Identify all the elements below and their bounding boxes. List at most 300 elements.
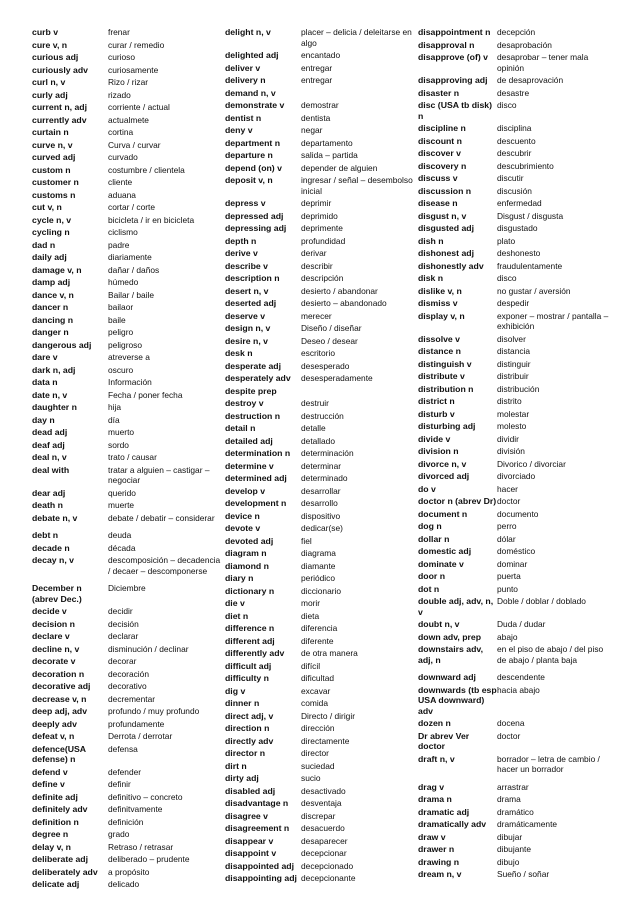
- entry-translation: directamente: [301, 735, 350, 746]
- entry-translation: decorar: [108, 656, 137, 666]
- glossary-entry: [418, 832, 612, 843]
- entry-translation: plato: [497, 235, 516, 246]
- glossary-entry: [32, 656, 222, 667]
- entry-word: dot n: [418, 583, 440, 594]
- glossary-entry: [418, 496, 612, 507]
- column-2: [225, 27, 418, 886]
- entry-word: deliver v: [225, 62, 261, 73]
- entry-word: disaster n: [418, 87, 460, 98]
- glossary-entry: [32, 854, 222, 865]
- entry-word: destroy v: [225, 398, 264, 408]
- glossary-entry: [225, 661, 418, 672]
- entry-translation: diferente: [301, 635, 334, 646]
- entry-word: dentist n: [225, 112, 262, 123]
- entry-translation: comida: [301, 698, 328, 708]
- entry-word: dictionary n: [225, 585, 275, 596]
- entry-word: drawer n: [418, 844, 455, 854]
- entry-word: determination n: [225, 448, 291, 458]
- entry-translation: muerto: [108, 427, 135, 437]
- entry-translation: desacuerdo: [301, 823, 345, 833]
- entry-translation: deprimido: [301, 210, 338, 221]
- glossary-entry: [418, 421, 612, 432]
- glossary-entry: [418, 672, 612, 683]
- entry-translation: periódico: [301, 573, 335, 583]
- entry-word: dream n, v: [418, 869, 462, 879]
- glossary-entry: [32, 779, 222, 790]
- glossary-entry: [32, 440, 222, 451]
- entry-translation: distinguir: [497, 358, 531, 369]
- entry-translation: decidir: [108, 606, 133, 616]
- entry-translation: Curva / curvar: [108, 139, 161, 150]
- entry-translation: dañar / daños: [108, 264, 160, 275]
- entry-word: customs n: [32, 189, 76, 200]
- entry-translation: perro: [497, 521, 517, 531]
- entry-word: customer n: [32, 177, 79, 187]
- entry-translation: diccionario: [301, 585, 342, 596]
- glossary-entry: [32, 500, 222, 511]
- entry-translation: tratar a alguien – castigar – negociar: [108, 464, 210, 485]
- glossary-entry: [32, 377, 222, 388]
- glossary-entry: [418, 52, 612, 73]
- entry-translation: definir: [108, 779, 131, 789]
- column-1: [32, 27, 222, 892]
- entry-translation: dibujo: [497, 856, 520, 867]
- entry-word: curved adj: [32, 152, 76, 162]
- entry-translation: depender de alguien: [301, 162, 378, 173]
- entry-word: discipline n: [418, 123, 466, 133]
- entry-translation: doctor: [497, 730, 521, 741]
- glossary-entry: [225, 573, 418, 584]
- entry-translation: decoración: [108, 668, 149, 679]
- glossary-entry: [32, 265, 222, 276]
- entry-translation: Doble / doblar / doblado: [497, 596, 586, 606]
- entry-translation: molesto: [497, 421, 527, 431]
- entry-word: departure n: [225, 150, 273, 160]
- glossary-entry: [418, 123, 612, 134]
- entry-translation: curar / remedio: [108, 39, 165, 50]
- glossary-entry: [225, 698, 418, 709]
- entry-word: decide v: [32, 606, 67, 616]
- entry-translation: oscuro: [108, 364, 134, 375]
- entry-translation: decrementar: [108, 693, 156, 704]
- entry-word: devote v: [225, 523, 261, 533]
- entry-translation: dibujar: [497, 831, 523, 842]
- entry-word: dance v, n: [32, 289, 74, 300]
- entry-word: downwards (tb esp USA downward) adv: [418, 684, 497, 716]
- entry-translation: punto: [497, 583, 518, 594]
- entry-translation: descomposición – decadencia / decaer – descomponerse: [108, 555, 221, 576]
- entry-translation: enfermedad: [497, 198, 542, 208]
- glossary-entry: [32, 619, 222, 630]
- entry-translation: abajo: [497, 631, 518, 642]
- entry-translation: desarrollo: [301, 498, 338, 508]
- entry-word: decorate v: [32, 656, 76, 666]
- entry-word: downstairs adv, adj, n: [418, 644, 484, 665]
- entry-translation: dibujante: [497, 844, 531, 854]
- entry-word: curb v: [32, 27, 59, 37]
- glossary-entry: [32, 731, 222, 742]
- entry-word: door n: [418, 571, 446, 581]
- glossary-entry: [32, 792, 222, 803]
- glossary-entry: [32, 102, 222, 113]
- glossary-entry: [32, 606, 222, 617]
- entry-translation: director: [301, 748, 329, 758]
- entry-word: draft n, v: [418, 753, 455, 764]
- entry-word: determined adj: [225, 473, 287, 483]
- entry-word: deserted adj: [225, 298, 277, 308]
- glossary-entry: [225, 811, 418, 822]
- entry-word: deaf adj: [32, 439, 65, 450]
- entry-translation: negar: [301, 125, 323, 135]
- entry-word: decoration n: [32, 668, 85, 679]
- glossary-entry: [418, 596, 612, 617]
- glossary-entry: [418, 27, 612, 38]
- glossary-entry: [32, 767, 222, 778]
- entry-word: day n: [32, 414, 55, 425]
- entry-word: deliberately adv: [32, 866, 98, 877]
- entry-translation: distancia: [497, 346, 531, 356]
- entry-word: curiously adv: [32, 64, 89, 75]
- entry-word: defence(USA defense) n: [32, 743, 86, 764]
- entry-word: dare v: [32, 352, 58, 362]
- glossary-entry: [32, 327, 222, 338]
- entry-translation: decepción: [497, 27, 536, 37]
- entry-translation: costumbre / clientela: [108, 164, 185, 175]
- glossary-entry: [32, 465, 222, 486]
- entry-translation: diferencia: [301, 623, 338, 633]
- entry-word: dinner n: [225, 698, 260, 708]
- entry-word: disapproval n: [418, 39, 475, 50]
- entry-translation: no gustar / aversión: [497, 285, 571, 296]
- entry-translation: profundidad: [301, 235, 346, 246]
- entry-translation: atreverse a: [108, 352, 150, 362]
- entry-word: deposit v, n: [225, 175, 273, 185]
- entry-word: drawing n: [418, 856, 460, 867]
- entry-word: data n: [32, 377, 58, 387]
- entry-translation: determinación: [301, 448, 354, 458]
- entry-word: definitely adv: [32, 804, 88, 814]
- entry-word: design n, v: [225, 323, 271, 333]
- entry-translation: definitivo – concreto: [108, 791, 183, 802]
- entry-word: depress v: [225, 198, 266, 208]
- entry-word: disadvantage n: [225, 798, 289, 808]
- entry-word: delivery n: [225, 75, 266, 85]
- entry-translation: distribución: [497, 383, 540, 394]
- entry-word: desire n, v: [225, 335, 268, 346]
- glossary-entry: [225, 723, 418, 734]
- entry-word: document n: [418, 508, 468, 519]
- glossary-entry: [32, 415, 222, 426]
- entry-word: decrease v, n: [32, 693, 87, 704]
- glossary-entry: [225, 398, 418, 409]
- entry-word: definition n: [32, 816, 79, 827]
- entry-translation: distribuir: [497, 371, 529, 381]
- glossary-entry: [32, 40, 222, 51]
- glossary-entry: [418, 619, 612, 630]
- glossary-entry: [418, 782, 612, 793]
- entry-word: difference n: [225, 623, 275, 633]
- entry-word: defend v: [32, 766, 68, 777]
- entry-translation: hija: [108, 402, 122, 412]
- entry-translation: defensa: [108, 743, 138, 754]
- entry-translation: dólar: [497, 533, 516, 544]
- entry-translation: deprimir: [301, 198, 332, 208]
- glossary-entry: [32, 27, 222, 38]
- glossary-entry: [418, 161, 612, 172]
- glossary-entry: [225, 436, 418, 447]
- glossary-entry: [225, 473, 418, 484]
- entry-translation: dispositivo: [301, 510, 341, 521]
- entry-word: diet n: [225, 610, 249, 621]
- entry-translation: sucio: [301, 773, 321, 783]
- entry-translation: divorciado: [497, 471, 536, 481]
- glossary-entry: [418, 148, 612, 159]
- entry-word: doubt n, v: [418, 619, 460, 629]
- entry-word: definite adj: [32, 791, 78, 802]
- glossary-entry: [225, 486, 418, 497]
- entry-word: decorative adj: [32, 681, 91, 691]
- entry-translation: Deseo / desear: [301, 335, 358, 346]
- entry-word: dollar n: [418, 533, 450, 544]
- glossary-entry: [418, 434, 612, 445]
- entry-translation: Diseño / diseñar: [301, 323, 362, 333]
- glossary-entry: [418, 136, 612, 147]
- glossary-entry: [32, 555, 222, 576]
- glossary-entry: [418, 198, 612, 209]
- entry-word: direct adj, v: [225, 710, 274, 721]
- glossary-entry: [225, 511, 418, 522]
- entry-word: directly adv: [225, 735, 274, 746]
- glossary-entry: [418, 40, 612, 51]
- glossary-entry: [418, 718, 612, 729]
- glossary-entry: [225, 373, 418, 384]
- entry-word: downward adj: [418, 672, 476, 682]
- entry-translation: derivar: [301, 248, 327, 258]
- entry-word: double adj, adv, n, v: [418, 596, 494, 617]
- entry-translation: disgustado: [497, 223, 538, 233]
- glossary-entry: [32, 706, 222, 717]
- entry-word: delay v, n: [32, 841, 71, 852]
- entry-translation: fiel: [301, 535, 312, 546]
- glossary-entry: [418, 186, 612, 197]
- entry-translation: deprimente: [301, 223, 343, 233]
- entry-translation: definición: [108, 816, 144, 827]
- entry-word: disapproving adj: [418, 75, 488, 85]
- entry-translation: distrito: [497, 396, 522, 406]
- entry-translation: Diciembre: [108, 583, 146, 593]
- glossary-entry: [32, 817, 222, 828]
- entry-word: Dr abrev Ver doctor: [418, 730, 470, 751]
- entry-word: deliberate adj: [32, 854, 89, 864]
- entry-translation: disminución / declinar: [108, 643, 189, 654]
- glossary-entry: [418, 521, 612, 532]
- entry-word: dominate v: [418, 558, 464, 569]
- entry-word: disagree v: [225, 810, 268, 821]
- glossary-entry: [418, 75, 612, 86]
- glossary-entry: [225, 636, 418, 647]
- entry-word: deny v: [225, 125, 253, 135]
- entry-word: delicate adj: [32, 879, 80, 889]
- glossary-entry: [418, 807, 612, 818]
- entry-word: drag v: [418, 781, 445, 792]
- entry-word: dog n: [418, 521, 442, 531]
- entry-word: director n: [225, 748, 266, 758]
- entry-translation: despedir: [497, 298, 530, 308]
- entry-translation: dominar: [497, 558, 528, 569]
- entry-word: draw v: [418, 831, 446, 842]
- glossary-entry: [32, 488, 222, 499]
- glossary-entry: [32, 190, 222, 201]
- entry-word: curtain n: [32, 127, 69, 137]
- entry-translation: dificultad: [301, 673, 335, 683]
- entry-translation: muerte: [108, 500, 135, 510]
- entry-translation: sordo: [108, 439, 129, 450]
- entry-word: dear adj: [32, 487, 66, 498]
- entry-word: divide v: [418, 433, 451, 444]
- glossary-entry: [418, 819, 612, 830]
- entry-word: description n: [225, 273, 280, 283]
- entry-word: desperate adj: [225, 360, 282, 371]
- glossary-entry: [225, 623, 418, 634]
- entry-word: develop v: [225, 485, 266, 496]
- glossary-entry: [225, 761, 418, 772]
- entry-word: development n: [225, 498, 287, 508]
- entry-word: dramatically adv: [418, 819, 487, 829]
- glossary-entry: [225, 348, 418, 359]
- entry-word: die v: [225, 598, 245, 608]
- entry-translation: delicado: [108, 879, 140, 889]
- entry-word: display v, n: [418, 310, 465, 321]
- glossary-entry: [225, 836, 418, 847]
- entry-translation: Sueño / soñar: [497, 869, 550, 879]
- entry-translation: defender: [108, 766, 142, 777]
- entry-translation: curvado: [108, 152, 138, 162]
- entry-translation: desventaja: [301, 798, 342, 808]
- entry-translation: peligro: [108, 327, 134, 337]
- entry-word: determine v: [225, 460, 274, 471]
- entry-translation: dramáticamente: [497, 819, 558, 829]
- glossary-entry: [32, 543, 222, 554]
- entry-word: cycling n: [32, 227, 70, 237]
- entry-word: dishonest adj: [418, 248, 474, 258]
- entry-translation: discusión: [497, 185, 532, 196]
- entry-translation: frenar: [108, 27, 130, 37]
- entry-word: dancer n: [32, 302, 69, 312]
- entry-translation: descendente: [497, 672, 545, 682]
- glossary-entry: [225, 323, 418, 334]
- entry-word: disappoint v: [225, 848, 277, 858]
- entry-word: distinguish v: [418, 358, 472, 369]
- entry-translation: destruir: [301, 398, 329, 408]
- entry-translation: descuento: [497, 135, 536, 146]
- entry-translation: desesperadamente: [301, 373, 373, 383]
- glossary-entry: [225, 536, 418, 547]
- glossary-entry: [32, 215, 222, 226]
- entry-translation: suciedad: [301, 760, 335, 771]
- entry-translation: Retraso / retrasar: [108, 841, 174, 852]
- entry-word: disturbing adj: [418, 421, 476, 431]
- entry-word: derive v: [225, 248, 258, 258]
- entry-word: declare v: [32, 631, 70, 641]
- glossary-entry: [225, 125, 418, 136]
- entry-translation: dramático: [497, 806, 534, 817]
- entry-word: differently adv: [225, 648, 285, 658]
- entry-word: delighted adj: [225, 50, 279, 60]
- entry-translation: profundamente: [108, 718, 165, 729]
- entry-word: dissolve v: [418, 333, 461, 344]
- entry-translation: húmedo: [108, 277, 139, 287]
- entry-word: dramatic adj: [418, 806, 470, 817]
- glossary-entry: [418, 223, 612, 234]
- entry-word: debate n, v: [32, 512, 78, 523]
- glossary-entry: [225, 261, 418, 272]
- entry-translation: padre: [108, 239, 130, 250]
- entry-translation: deliberado – prudente: [108, 854, 190, 864]
- entry-translation: merecer: [301, 310, 332, 321]
- glossary-entry: [32, 65, 222, 76]
- glossary-entry: [418, 100, 612, 121]
- entry-translation: Bailar / baile: [108, 289, 155, 300]
- entry-word: demand n, v: [225, 87, 276, 98]
- entry-translation: documento: [497, 508, 539, 519]
- entry-word: disagreement n: [225, 823, 290, 833]
- entry-translation: curioso: [108, 52, 135, 62]
- entry-word: debt n: [32, 530, 59, 540]
- glossary-entry: [32, 829, 222, 840]
- entry-translation: describir: [301, 260, 333, 271]
- entry-translation: detalle: [301, 423, 326, 433]
- column-3: [418, 27, 612, 882]
- entry-word: December n (abrev Dec.): [32, 583, 82, 604]
- entry-word: department n: [225, 137, 281, 148]
- entry-word: cure v, n: [32, 39, 68, 50]
- entry-word: dirty adj: [225, 773, 259, 783]
- glossary-entry: [418, 632, 612, 643]
- glossary-entry: [225, 548, 418, 559]
- glossary-entry: [418, 794, 612, 805]
- entry-word: district n: [418, 396, 455, 406]
- entry-word: disappear v: [225, 835, 274, 846]
- entry-translation: escritorio: [301, 348, 335, 358]
- glossary-entry: [32, 152, 222, 163]
- glossary-entry: [418, 409, 612, 420]
- entry-translation: actualmete: [108, 114, 149, 125]
- entry-translation: cliente: [108, 177, 133, 187]
- entry-translation: demostrar: [301, 100, 339, 110]
- glossary-entry: [418, 346, 612, 357]
- glossary-entry: [225, 386, 418, 397]
- entry-word: disease n: [418, 198, 458, 208]
- glossary-entry: [225, 448, 418, 459]
- glossary-entry: [225, 786, 418, 797]
- entry-translation: decorativo: [108, 681, 147, 691]
- entry-word: degree n: [32, 829, 69, 839]
- entry-word: depth n: [225, 235, 257, 246]
- glossary-entry: [418, 534, 612, 545]
- glossary-entry: [418, 298, 612, 309]
- entry-translation: Derrota / derrotar: [108, 731, 173, 741]
- entry-word: cycle n, v: [32, 214, 72, 225]
- entry-word: depressed adj: [225, 210, 284, 221]
- glossary-entry: [225, 198, 418, 209]
- entry-word: dig v: [225, 685, 246, 696]
- entry-translation: dieta: [301, 610, 320, 621]
- entry-word: deserve v: [225, 310, 266, 321]
- entry-word: depend (on) v: [225, 162, 282, 173]
- entry-word: do v: [418, 483, 436, 494]
- entry-translation: bailaor: [108, 302, 134, 312]
- entry-word: diagram n: [225, 548, 267, 558]
